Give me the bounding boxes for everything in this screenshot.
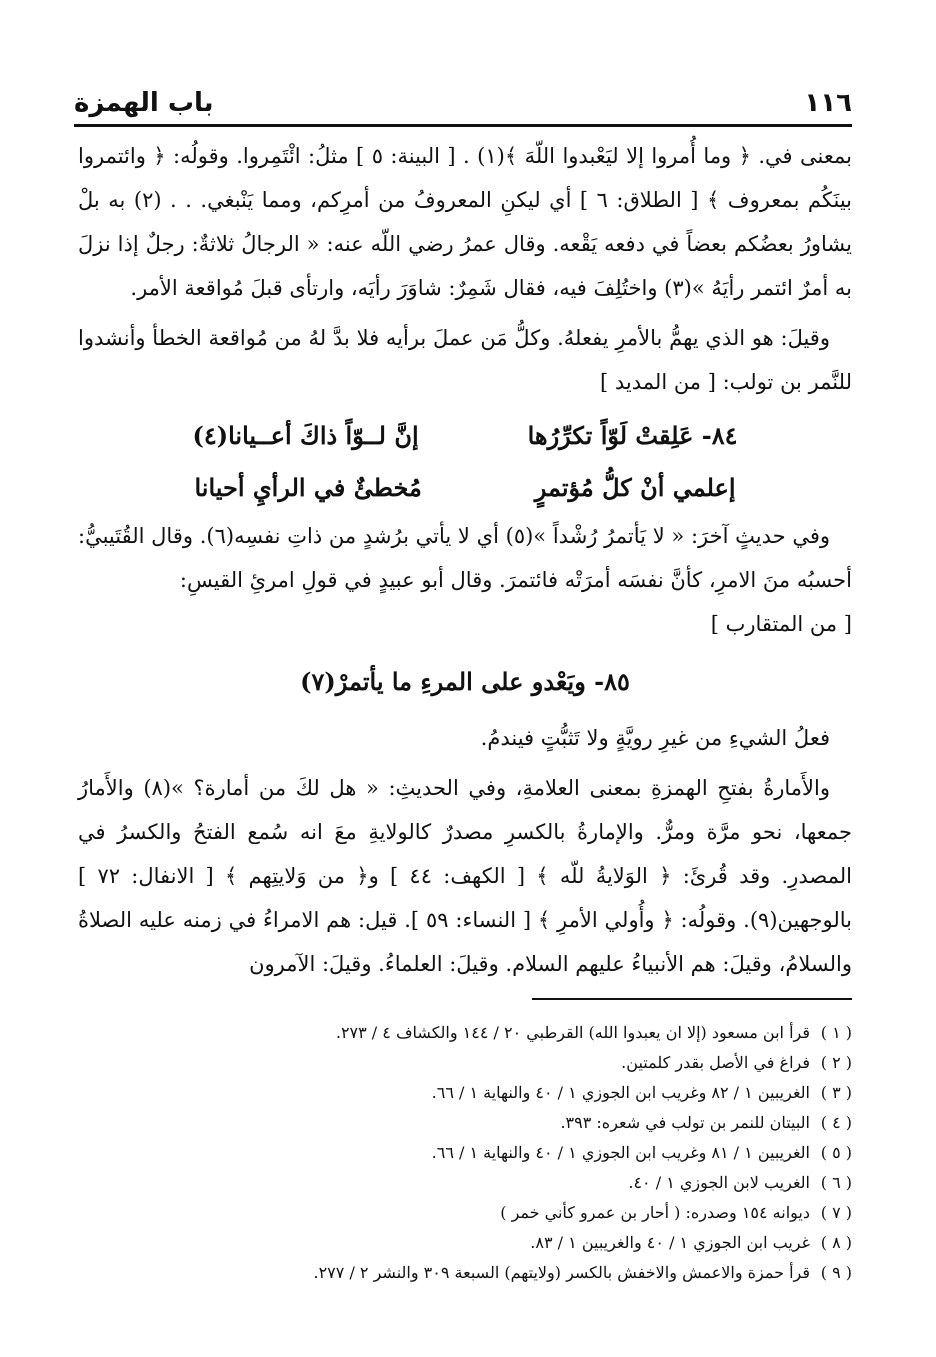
footnote-divider	[532, 998, 852, 1000]
footnote-text: غريب ابن الجوزي ١ / ٤٠ والغريبين ١ / ٨٣.	[530, 1233, 810, 1252]
paragraph-3: وفي حديثٍ آخرَ: « لا يَأتمرُ رُشْداً »(٥) أي لا يأتي برُشدٍ من ذاتِ نفسِه(٦). وقال القُتَيبيُّ: أحسبُه منَ الامرِ، كأنَّ نفسَه أمرَتْه فائتمرَ. وقال أبو عبيدٍ في قولِ امرئِ القيسِ:	[78, 524, 852, 592]
footnote-text: فراغ في الأصل بقدر كلمتين.	[621, 1053, 810, 1072]
footnote-item	[100, 1018, 852, 1048]
footnote-item	[100, 1138, 852, 1168]
verse-84-hemistich-1: ٨٤- عَلِقتْ لَوّاً تكرِّرُها	[527, 421, 738, 450]
footnote-item	[100, 1108, 852, 1138]
footnote-number: ( ٣ )	[820, 1083, 852, 1102]
page-number: ١١٦	[804, 88, 852, 118]
paragraph-1: بمعنى في. ﴿ وما أُمروا إلا ليَعْبدوا اللّهَ ﴾(١) . [ البينة: ٥ ] مثلُ: ائْتَمِروا. وقولُه: ﴿ وائتمروا بينَكُم بمعروف ﴾ [ الطلاق: ٦ ] أي ليكنِ المعروفُ من أمرِكم، ومما يَنْبغي. . . (٢) به بلْ يشاورُ بعضُكم بعضاً في دفعه يَقْعه. وقال عمرُ رضي اللّه عنه: « الرجالُ ثلاثةٌ: رجلٌ إذا نزلَ به أمرٌ ائتمر رأيَهُ »(٣) واختُلِفَ فيه، فقال شَمِرٌ: شاوَرَ رأيَه، وارتأى قبلَ مُواقعة الأمر.	[78, 144, 853, 300]
main-text	[78, 134, 852, 992]
paragraph-5: والأَمارةُ بفتحِ الهمزةِ بمعنى العلامةِ، وفي الحديثِ: « هل لكَ من أمارة؟ »(٨) والأَمارُ جمعها، نحو مرَّة ومرٌّ. والإمارةُ بالكسرِ مصدرٌ كالولايةِ معَ انه سُمع الفتحُ والكسرُ في المصدرِ. وقد قُرئَ: ﴿ الوَلايةُ للّه ﴾ [ الكهف: ٤٤ ] و﴿ من وَلايتِهم ﴾ [ الانفال: ٧٢ ] بالوجهين(٩). وقولُه: ﴿ وأُولي الأمرِ ﴾ [ النساء: ٥٩ ]. قيل: هم الامراءُ في زمنه عليه الصلاةُ والسلامُ، وقيلَ: هم الأنبياءُ عليهم السلام. وقيلَ: العلماءُ. وقيلَ: الآمرون	[78, 776, 852, 976]
footnote-number: ( ٥ )	[820, 1143, 852, 1162]
footnote-item	[100, 1198, 852, 1228]
footnote-text: ديوانه ١٥٤ وصدره: ( أحار بن عمرو كأني خمر )	[500, 1203, 810, 1222]
chapter-title: باب الهمزة	[74, 88, 214, 118]
footnote-text: الغريبين ١ / ٨٢ وغريب ابن الجوزي ١ / ٤٠ والنهاية ١ / ٦٦.	[431, 1083, 810, 1102]
footnote-text: البيتان للنمر بن تولب في شعره: ٣٩٣.	[560, 1113, 810, 1132]
footnote-item	[100, 1258, 852, 1288]
footnote-item	[100, 1228, 852, 1258]
footnote-item	[100, 1078, 852, 1108]
verse-84-hemistich-4: مُخطئٌ في الرأيِ أحيانا	[194, 473, 422, 502]
page-header	[74, 70, 852, 127]
verse-84-line-2	[78, 462, 852, 514]
footnote-number: ( ١ )	[820, 1023, 852, 1042]
paragraph-4: فعلُ الشيءِ من غيرِ رويَّةٍ ولا تَثبُّتٍ فيندمُ.	[480, 726, 830, 750]
meter-label: [ من المتقارب ]	[710, 612, 852, 636]
footnote-text: الغريب لابن الجوزي ١ / ٤٠.	[628, 1173, 810, 1192]
footnote-number: ( ٨ )	[820, 1233, 852, 1252]
footnote-number: ( ٦ )	[820, 1173, 852, 1192]
verse-84-hemistich-2: إنَّ لــوّاً ذاكَ أعــيانا(٤)	[192, 421, 419, 450]
footnote-number: ( ٩ )	[820, 1263, 852, 1282]
verse-84-hemistich-3: إعلمي أنْ كلُّ مُؤتمرٍ	[534, 473, 736, 502]
footnote-item	[100, 1048, 852, 1078]
footnote-number: ( ٧ )	[820, 1203, 852, 1222]
footnote-number: ( ٤ )	[820, 1113, 852, 1132]
footnote-number: ( ٢ )	[820, 1053, 852, 1072]
footnotes-list	[100, 1018, 852, 1288]
footnote-item	[100, 1168, 852, 1198]
paragraph-2: وقيلَ: هو الذي يهمُّ بالأمرِ يفعلهُ. وكلُّ مَن عملَ برأيه فلا بدَّ لهُ من مُواقعة الخطأ وأنشدوا للنَّمر بن تولب: [ من المديد ]	[78, 326, 852, 394]
footnote-text: قرأ حمزة والاعمش والاخفش بالكسر (ولايتهم) السبعة ٣٠٩ والنشر ٢ / ٢٧٧.	[313, 1263, 810, 1282]
verse-84-line-1	[78, 410, 852, 462]
verse-85: ٨٥- ويَعْدو على المرءِ ما يأتمرْ(٧)	[300, 667, 630, 696]
footnote-text: الغريبين ١ / ٨١ وغريب ابن الجوزي ١ / ٤٠ والنهاية ١ / ٦٦.	[431, 1143, 810, 1162]
footnote-text: قرأ ابن مسعود (إلا ان يعبدوا الله) القرطبي ٢٠ / ١٤٤ والكشاف ٤ / ٢٧٣.	[335, 1023, 810, 1042]
